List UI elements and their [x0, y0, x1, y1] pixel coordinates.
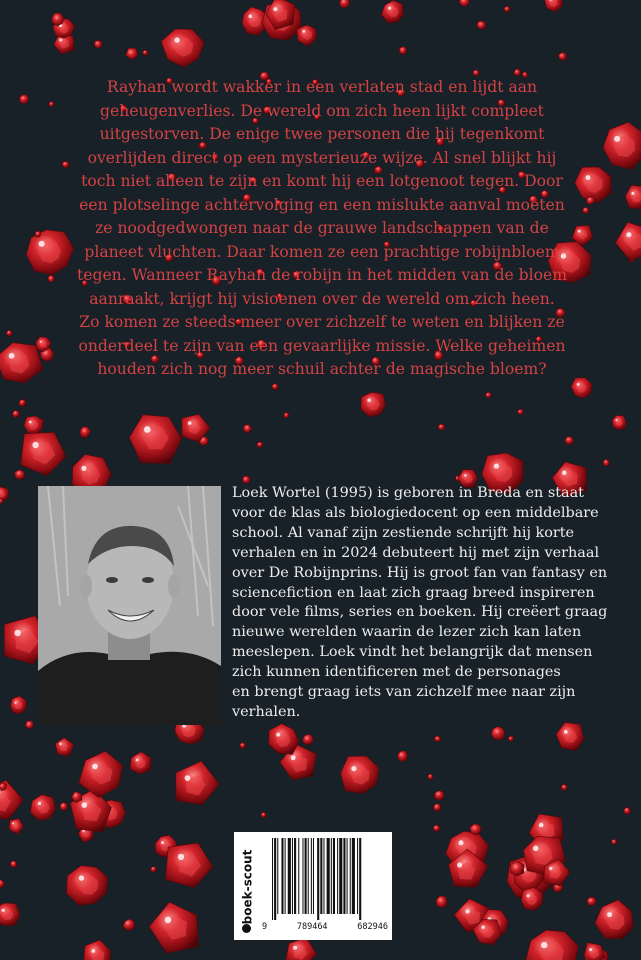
- barcode-bar: [337, 838, 338, 914]
- ruby-gem-icon: [130, 752, 151, 774]
- barcode-bar: [302, 838, 303, 914]
- ruby-gem-icon: [6, 330, 12, 336]
- barcode-bar: [350, 838, 351, 914]
- barcode-bar: [308, 838, 309, 914]
- ruby-gem-icon: [399, 46, 407, 54]
- ruby-gem-icon: [60, 802, 68, 811]
- ruby-gem-icon: [361, 392, 386, 417]
- barcode-bar: [347, 838, 348, 914]
- publisher-name: boek-scout: [240, 849, 254, 925]
- ruby-gem-icon: [48, 275, 55, 282]
- blurb-line: een plotselinge achtervolging en een mislukte aanval moeten: [79, 195, 565, 214]
- ruby-gem-icon: [470, 824, 482, 835]
- isbn-group-1: 789464: [296, 922, 328, 932]
- ruby-gem-icon: [10, 696, 26, 714]
- ruby-gem-icon: [504, 6, 510, 12]
- bio-line: verhalen.: [232, 703, 301, 720]
- ruby-gem-icon: [514, 69, 521, 76]
- ruby-gem-icon: [30, 795, 55, 821]
- ruby-gem-icon: [603, 459, 609, 466]
- ruby-gem-icon: [603, 122, 641, 169]
- ruby-gem-icon: [26, 230, 74, 275]
- ruby-gem-icon: [508, 736, 513, 742]
- bio-line: door vele films, series en boeken. Hij creëert graag: [232, 604, 608, 621]
- bio-line: verhalen en in 2024 debuteert hij met zijn verhaal: [232, 544, 600, 561]
- ruby-gem-icon: [433, 803, 441, 811]
- ruby-gem-icon: [397, 751, 407, 762]
- ruby-gem-icon: [341, 756, 380, 793]
- ruby-gem-icon: [240, 743, 246, 749]
- ruby-gem-icon: [123, 919, 135, 931]
- ruby-gem-icon: [381, 0, 403, 23]
- blurb-line: Zo komen ze steeds meer over zichzelf te weten en blijken ze: [79, 313, 565, 331]
- bio-line: en brengt graag iets van zichzelf mee naar zijn: [232, 684, 576, 701]
- ruby-gem-icon: [24, 416, 44, 435]
- isbn-number: [262, 922, 388, 932]
- ruby-gem-icon: [84, 940, 111, 960]
- author-photo: [38, 486, 221, 725]
- blurb-line: planeet vluchten. Daar komen ze een prachtige robijnbloem: [84, 242, 560, 261]
- barcode-bar: [294, 838, 296, 914]
- ruby-gem-icon: [587, 897, 597, 906]
- ruby-gem-icon: [80, 427, 90, 438]
- ruby-gem-icon: [526, 930, 579, 960]
- ruby-gem-icon: [459, 0, 470, 7]
- barcode-bar: [317, 838, 319, 920]
- ruby-gem-icon: [544, 0, 562, 12]
- ruby-gem-icon: [21, 432, 67, 475]
- barcode-bar: [339, 838, 342, 914]
- ruby-gem-icon: [142, 50, 148, 56]
- bio-line: voor de klas als biologiedocent op een middelbare: [232, 504, 599, 521]
- ruby-gem-icon: [0, 879, 5, 888]
- ruby-gem-icon: [583, 207, 589, 213]
- bio-line: Loek Wortel (1995) is geboren in Breda en staat: [232, 485, 584, 501]
- ruby-gem-icon: [55, 738, 74, 757]
- ruby-gem-icon: [284, 413, 289, 418]
- barcode-bar: [285, 838, 286, 914]
- blurb-line: overlijden direct op een mysterieuze wijze. Al snel blijkt hij: [87, 148, 557, 167]
- ruby-gem-icon: [161, 29, 204, 67]
- ruby-gem-icon: [595, 900, 634, 939]
- bio-line: meeslepen. Loek vindt het belangrijk dat mensen: [232, 644, 593, 661]
- blurb-line: uitgestorven. De enige twee personen die hij tegenkomt: [99, 125, 545, 143]
- blurb-line: houden zich nog meer schuil achter de magische bloem?: [97, 360, 547, 378]
- publisher-logo: [236, 842, 258, 932]
- ruby-gem-icon: [261, 812, 266, 818]
- barcode-bar: [333, 838, 335, 914]
- ruby-gem-icon: [286, 938, 317, 960]
- barcode-bar: [305, 838, 307, 914]
- ruby-gem-icon: [269, 724, 299, 755]
- ruby-gem-icon: [79, 751, 123, 797]
- ruby-gem-icon: [491, 727, 505, 741]
- barcode-bar: [272, 838, 273, 920]
- ruby-gem-icon: [586, 197, 594, 205]
- blurb-line: onderdeel te zijn van een gevaarlijke missie. Welke geheimen: [78, 336, 566, 355]
- ruby-gem-icon: [297, 25, 316, 46]
- isbn-group-2: 682946: [357, 922, 388, 932]
- author-bio: [232, 484, 632, 723]
- blurb-line: ze noodgedwongen naar de grauwe landschappen van de: [95, 219, 549, 237]
- ruby-gem-icon: [242, 476, 250, 484]
- ruby-gem-icon: [612, 839, 617, 845]
- ruby-gem-icon: [624, 807, 631, 814]
- barcode-bar: [298, 838, 299, 914]
- ruby-gem-icon: [434, 790, 444, 800]
- ruby-gem-icon: [571, 378, 592, 399]
- ruby-gem-icon: [66, 866, 107, 906]
- barcode-bar: [357, 838, 358, 914]
- barcode-bar: [320, 838, 322, 914]
- ruby-gem-icon: [339, 0, 350, 8]
- ruby-gem-icon: [0, 343, 43, 383]
- ruby-gem-icon: [518, 409, 524, 414]
- ruby-gem-icon: [435, 736, 441, 742]
- barcode-bar: [288, 838, 291, 914]
- ruby-gem-icon: [584, 943, 605, 960]
- ruby-gem-icon: [19, 399, 26, 406]
- barcode-bar: [331, 838, 332, 914]
- ruby-gem-icon: [244, 424, 252, 433]
- bio-line: over De Robijnprins. Hij is groot fan van fantasy en: [232, 564, 608, 581]
- ruby-gem-icon: [561, 784, 567, 790]
- blurb-line: Rayhan wordt wakker in een verlaten stad en lijdt aan: [106, 78, 538, 96]
- bio-line: nieuwe werelden waarin de lezer zich kan laten: [232, 624, 582, 641]
- ruby-gem-icon: [565, 437, 574, 445]
- bio-line: sciencefiction en laat zich graag breed inspireren: [232, 584, 595, 601]
- ruby-gem-icon: [0, 903, 20, 926]
- blurb-line: toch niet alleen te zijn en komt hij een lotgenoot tegen. Door: [81, 172, 563, 190]
- ruby-gem-icon: [485, 392, 491, 398]
- barcode-bar: [311, 838, 312, 914]
- barcode-bar: [343, 838, 345, 914]
- ruby-gem-icon: [558, 53, 567, 61]
- barcode-bar: [323, 838, 324, 914]
- isbn-first-digit: 9: [262, 922, 268, 932]
- ruby-gem-icon: [9, 819, 23, 834]
- ruby-gem-icon: [473, 70, 479, 76]
- ruby-gem-icon: [176, 761, 219, 805]
- ruby-gem-icon: [49, 101, 54, 107]
- ruby-gem-icon: [438, 424, 445, 431]
- blurb-line: aanraakt, krijgt hij visioenen over de wereld om zich heen.: [89, 289, 555, 308]
- barcode-bar: [277, 838, 278, 914]
- ruby-gem-icon: [126, 48, 138, 60]
- author-portrait-icon: [38, 486, 221, 725]
- ruby-gem-icon: [12, 410, 20, 418]
- publisher-dot-icon: [242, 924, 251, 933]
- blurb-line: geheugenverlies. De wereld om zich heen lijkt compleet: [100, 101, 544, 120]
- ruby-gem-icon: [35, 231, 41, 237]
- ruby-gem-icon: [19, 95, 28, 104]
- ruby-gem-icon: [15, 470, 26, 480]
- barcode-bar: [359, 838, 361, 920]
- ruby-gem-icon: [436, 896, 447, 908]
- ruby-gem-icon: [149, 902, 198, 953]
- ruby-gem-icon: [62, 161, 69, 167]
- ruby-gem-icon: [615, 222, 641, 261]
- ruby-gem-icon: [257, 442, 263, 448]
- ruby-gem-icon: [129, 415, 181, 464]
- ruby-gem-icon: [612, 415, 626, 430]
- ruby-gem-icon: [428, 774, 433, 780]
- barcode-bar: [274, 838, 276, 920]
- bio-line: zich kunnen identificeren met de personages: [232, 664, 561, 681]
- ruby-gem-icon: [556, 722, 584, 750]
- ruby-gem-icon: [303, 734, 314, 744]
- blurb-line: tegen. Wanneer Rayhan de robijn in het midden van de bloem: [76, 266, 568, 284]
- ruby-gem-icon: [150, 866, 156, 872]
- ruby-gem-icon: [625, 185, 641, 209]
- bio-line: school. Al vanaf zijn zestiende schrijft hij korte: [232, 524, 575, 541]
- barcode-panel: [234, 832, 392, 940]
- barcode-bar: [352, 838, 355, 914]
- ruby-gem-icon: [10, 861, 17, 868]
- barcode-bar: [313, 838, 314, 914]
- ruby-gem-icon: [165, 843, 212, 888]
- isbn-barcode: [272, 838, 386, 920]
- ruby-gem-icon: [0, 783, 6, 791]
- barcode-bar: [281, 838, 283, 914]
- ruby-gem-icon: [94, 40, 102, 48]
- blurb-text: [72, 76, 572, 382]
- barcode-bar: [292, 838, 293, 914]
- ruby-gem-icon: [272, 384, 278, 390]
- ruby-gem-icon: [71, 791, 82, 802]
- ruby-gem-icon: [477, 21, 486, 29]
- ruby-gem-icon: [25, 721, 34, 729]
- barcode-bar: [327, 838, 330, 914]
- ruby-gem-icon: [433, 825, 440, 832]
